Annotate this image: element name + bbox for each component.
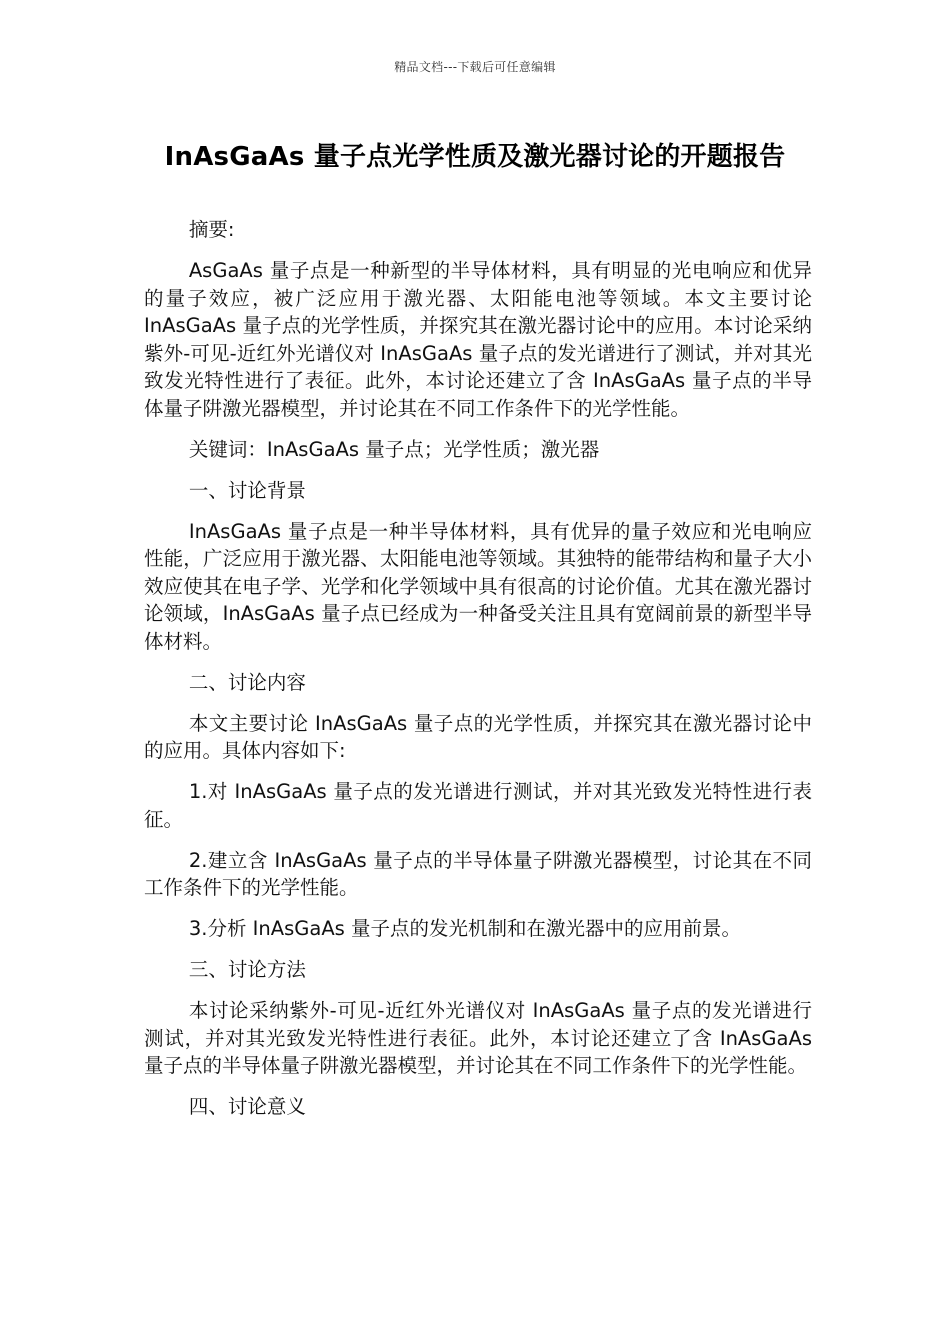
document-body — [144, 216, 812, 1134]
keywords-line: 关键词：InAsGaAs 量子点；光学性质；激光器 — [188, 437, 600, 461]
section-heading-content: 二、讨论内容 — [188, 670, 306, 694]
section-heading-significance: 四、讨论意义 — [188, 1095, 306, 1118]
method-paragraph: 本讨论采纳紫外-可见-近红外光谱仪对 InAsGaAs 量子点的发光谱进行测试，并对其光致发光特性进行表征。此外，本讨论还建立了含 InAsGaAs 量子点的半导体量子阱激光器模型，并讨论其在不同工作条件下的光学性能。 — [144, 999, 812, 1077]
content-item-3: 3.分析 InAsGaAs 量子点的发光机制和在激光器中的应用前景。 — [188, 917, 742, 940]
abstract-label: 摘要: — [188, 218, 235, 241]
background-paragraph: InAsGaAs 量子点是一种半导体材料，具有优异的量子效应和光电响应性能，广泛应用于激光器、太阳能电池等领域。其独特的能带结构和量子大小效应使其在电子学、光学和化学领域中具有很高的讨论价值。尤其在激光器讨论领域，InAsGaAs 量子点已经成为一种备受关注且具有宽阔前景的新型半导体材料。 — [144, 519, 812, 653]
section-heading-method: 三、讨论方法 — [188, 958, 306, 981]
header-note: 精品文档---下载后可任意编辑 — [394, 60, 556, 74]
abstract-paragraph: AsGaAs 量子点是一种新型的半导体材料，具有明显的光电响应和优异的量子效应，被广泛应用于激光器、太阳能电池等领域。本文主要讨论 InAsGaAs 量子点的光学性质，并探究其在激光器讨论中的应用。本讨论采纳紫外-可见-近红外光谱仪对 InAsGaAs 量子点的发光谱进行了测试，并对其光致发光特性进行了表征。此外，本讨论还建立了含 InAsGaAs 量子点的半导体量子阱激光器模型，并讨论其在不同工作条件下的光学性能。 — [144, 259, 812, 420]
section-heading-background: 一、讨论背景 — [188, 478, 306, 502]
content-item-1: 1.对 InAsGaAs 量子点的发光谱进行测试，并对其光致发光特性进行表征。 — [144, 780, 812, 831]
content-item-2: 2.建立含 InAsGaAs 量子点的半导体量子阱激光器模型，讨论其在不同工作条件下的光学性能。 — [144, 848, 812, 899]
document-title: InAsGaAs 量子点光学性质及激光器讨论的开题报告 — [164, 142, 786, 172]
content-paragraph: 本文主要讨论 InAsGaAs 量子点的光学性质，并探究其在激光器讨论中的应用。具体内容如下: — [144, 711, 812, 762]
